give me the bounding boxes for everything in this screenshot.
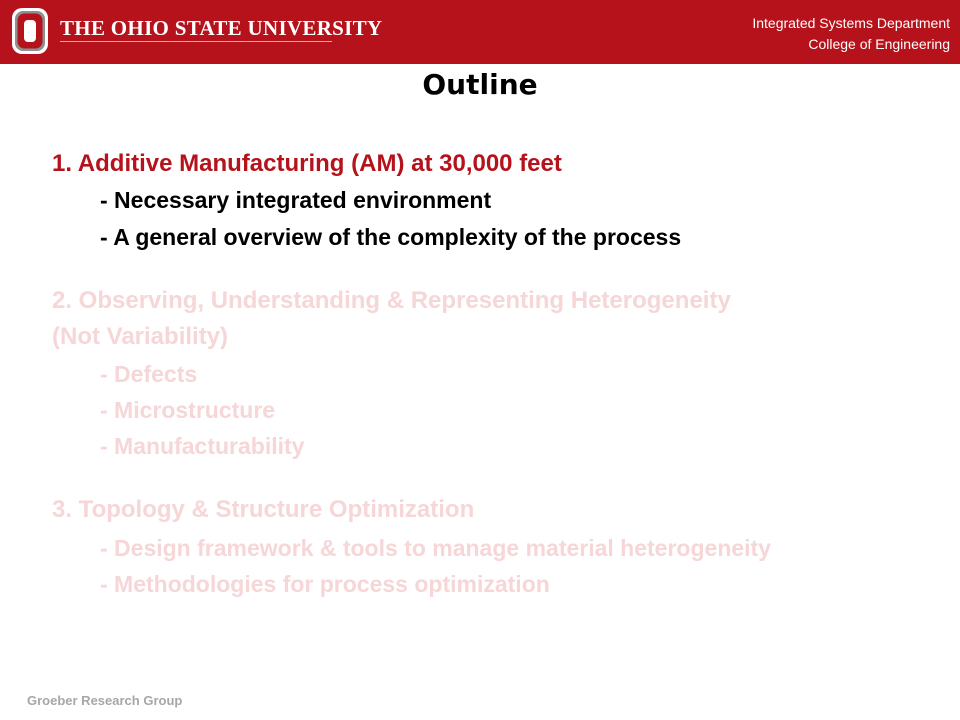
university-name: THE OHIO STATE UNIVERSITY: [60, 16, 383, 40]
section-1-heading: 1. Additive Manufacturing (AM) at 30,000 feet: [52, 150, 562, 177]
section-3-heading: 3. Topology & Structure Optimization: [52, 496, 475, 523]
section-1-item-2: - A general overview of the complexity of the process: [100, 224, 682, 250]
section-2-heading: 2. Observing, Understanding & Representing Heterogeneity: [52, 287, 731, 314]
university-name-underline: [60, 41, 332, 42]
section-1-item-1: - Necessary integrated environment: [100, 187, 492, 213]
slide-title: Outline: [422, 68, 538, 101]
section-2-item-3: - Manufacturability: [100, 433, 305, 459]
section-2-item-2: - Microstructure: [100, 397, 276, 423]
footer-group-name: Groeber Research Group: [27, 693, 183, 708]
college-name: College of Engineering: [808, 36, 950, 52]
section-3-item-1: - Design framework & tools to manage material heterogeneity: [100, 535, 771, 561]
section-2-item-1: - Defects: [100, 361, 198, 387]
section-3-item-2: - Methodologies for process optimization: [100, 571, 550, 597]
section-2-heading-continued: (Not Variability): [52, 323, 229, 350]
department-name: Integrated Systems Department: [752, 15, 950, 31]
department-block: [752, 13, 950, 55]
block-o-logo-icon: [11, 7, 49, 55]
header-bar: [0, 0, 960, 64]
